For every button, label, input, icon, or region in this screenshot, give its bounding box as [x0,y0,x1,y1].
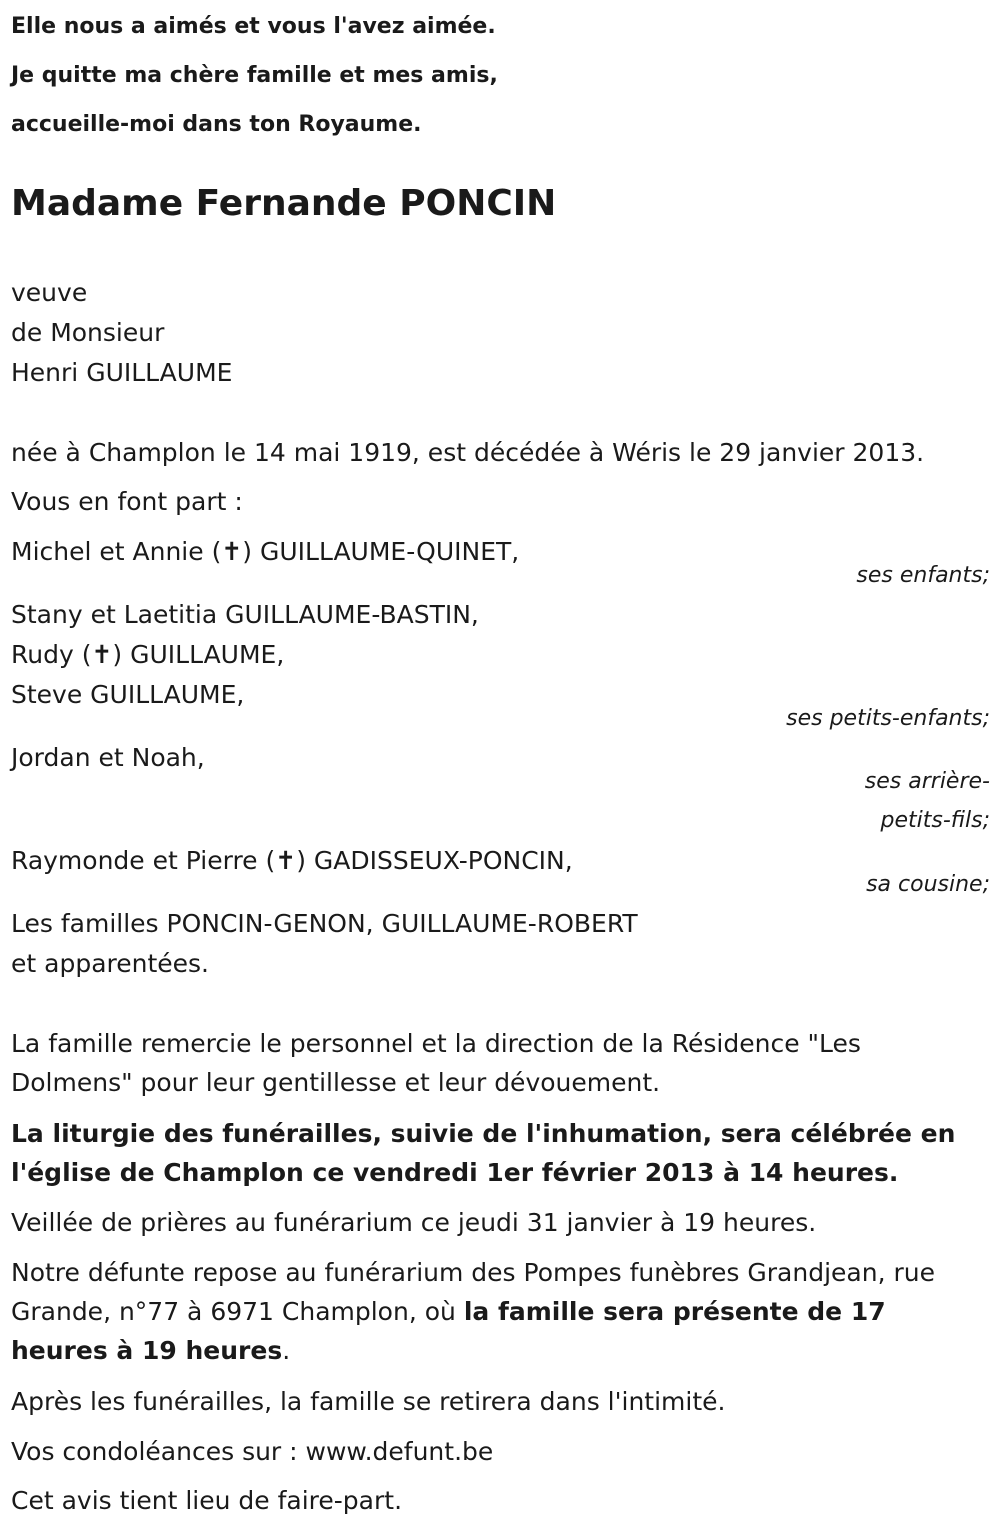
grandchild-3: Steve GUILLAUME, [11,680,245,709]
spouse-line-1: veuve [11,278,88,307]
deceased-name: Madame Fernande PONCIN [11,183,557,224]
condolences-line: Vos condoléances sur : www.defunt.be [11,1437,494,1466]
children-names: Michel et Annie (✝) GUILLAUME-QUINET, [11,537,520,566]
thanks-paragraph: La famille remercie le personnel et la direction de la Résidence "Les Dolmens" pour leur gentillesse et leur dévouement. [11,1029,861,1097]
grandchild-2: Rudy (✝) GUILLAUME, [11,640,285,669]
repose-paragraph [11,1253,971,1370]
announcement-intro: Vous en font part : [11,487,243,516]
grandchildren-role: ses petits-enfants; [786,706,990,731]
repose-text: Notre défunte repose au funérarium des Pompes funèbres Grandjean, rue Grande, n°77 à 6971 Champlon, où [11,1258,935,1326]
cousin-names: Raymonde et Pierre (✝) GADISSEUX-PONCIN, [11,846,573,875]
grandchild-1: Stany et Laetitia GUILLAUME-BASTIN, [11,600,479,629]
repose-end: . [282,1336,291,1365]
epigraph-line-3: accueille-moi dans ton Royaume. [11,112,422,137]
birth-death-dates: née à Champlon le 14 mai 1919, est décédée à Wéris le 29 janvier 2013. [11,438,925,467]
family-presence-hours: la famille sera présente de 17 heures à 19 heures [11,1297,886,1365]
epigraph-line-1: Elle nous a aimés et vous l'avez aimée. [11,14,496,39]
vigil-paragraph: Veillée de prières au funérarium ce jeudi 31 janvier à 19 heures. [11,1208,817,1237]
spouse-line-3: Henri GUILLAUME [11,358,233,387]
epigraph-line-2: Je quitte ma chère famille et mes amis, [11,63,498,88]
great-grandchildren-role-1: ses arrière- [864,769,990,794]
after-funeral-paragraph: Après les funérailles, la famille se retirera dans l'intimité. [11,1387,726,1416]
great-grandchildren-role-2: petits-fils; [880,808,990,833]
spouse-line-2: de Monsieur [11,318,165,347]
children-role: ses enfants; [856,563,990,588]
cousin-role: sa cousine; [866,872,990,897]
notice-line: Cet avis tient lieu de faire-part. [11,1486,403,1515]
families-line-2: et apparentées. [11,949,209,978]
liturgy-paragraph: La liturgie des funérailles, suivie de l'inhumation, sera célébrée en l'église de Champlon ce vendredi 1er février 2013 à 14 heures. [11,1119,956,1187]
families-line-1: Les familles PONCIN-GENON, GUILLAUME-ROBERT [11,909,638,938]
great-grandchildren-names: Jordan et Noah, [11,743,205,772]
